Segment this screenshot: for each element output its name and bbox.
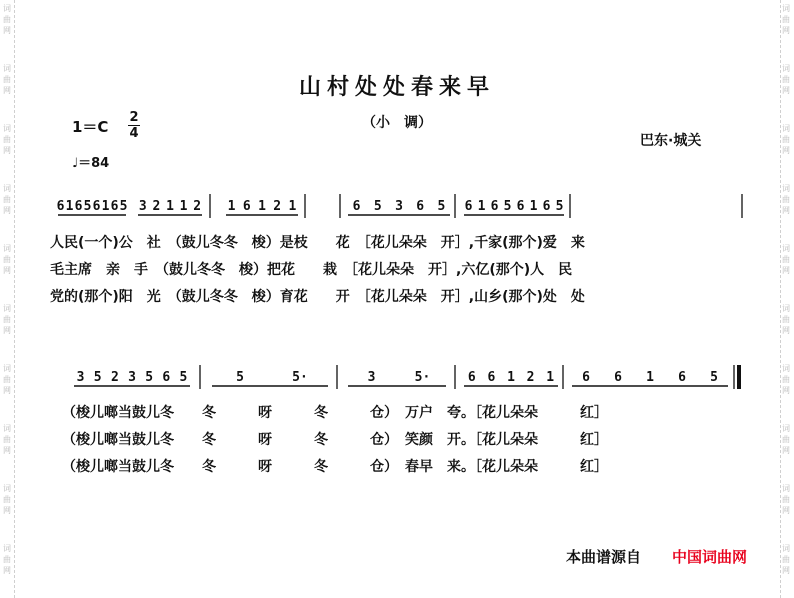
watermark-glyph: 网 (782, 326, 790, 335)
watermark-glyph: 曲 (782, 375, 790, 384)
watermark-glyph: 词 (782, 424, 790, 433)
note-digit: 5 (83, 199, 92, 214)
watermark-glyph: 词 (782, 64, 790, 73)
note-digit: 1 (179, 199, 188, 214)
note-digit: 6 (162, 370, 171, 385)
lyric-line-1-verse-1: 人民(一个)公 社 （鼓儿冬冬 梭）是枝 花 ［花儿朵朵 开］,千家(那个)爱 来 (50, 235, 585, 251)
watermark-glyph: 曲 (782, 75, 790, 84)
watermark-glyph: 网 (3, 266, 11, 275)
watermark-glyph: 曲 (782, 15, 790, 24)
song-subtitle: （小 调） (362, 115, 432, 131)
note-digit: 1 (258, 199, 266, 214)
watermark-glyph: 词 (3, 304, 11, 313)
watermark-glyph: 网 (3, 206, 11, 215)
note-digit: 6 (92, 199, 101, 214)
lyric-line-2-verse-3: （梭儿啷当鼓儿冬 冬 呀 冬 仓） 春早 来。［花儿朵朵 红］ (62, 459, 608, 475)
note-digit: 5 (373, 199, 382, 214)
note-digit: 5 (710, 370, 718, 385)
watermark-glyph: 词 (782, 544, 790, 553)
song-origin: 巴东·城关 (640, 133, 702, 149)
note-digit: 1 (529, 199, 538, 214)
note-digit: 6 (614, 370, 622, 385)
watermark-glyph: 词 (3, 124, 11, 133)
source-site-link[interactable]: 中国词曲网 (672, 548, 748, 566)
lyric-line-2-verse-1: （梭儿啷当鼓儿冬 冬 呀 冬 仓） 万户 夸。［花儿朵朵 红］ (62, 405, 608, 421)
staff-line-1 (57, 194, 742, 218)
watermark-glyph: 曲 (782, 495, 790, 504)
watermark-glyph: 词 (3, 484, 11, 493)
note-digit: 6 (582, 370, 590, 385)
watermark-glyph: 曲 (782, 555, 790, 564)
watermark-glyph: 曲 (3, 495, 11, 504)
key-signature: 1＝C (72, 118, 109, 136)
watermark-glyph: 曲 (3, 15, 11, 24)
note-digit: 6 (110, 199, 119, 214)
watermark-glyph: 词 (3, 244, 11, 253)
note-digit: 3 (395, 199, 403, 214)
note-digit: 2 (110, 370, 119, 385)
note-digit: 6 (74, 199, 83, 214)
watermark-glyph: 词 (782, 184, 790, 193)
note-digit: 2 (273, 199, 282, 214)
watermark-glyph: 网 (3, 86, 11, 95)
watermark-glyph: 词 (782, 364, 790, 373)
watermark-glyph: 网 (782, 446, 790, 455)
note-digit: 5 (555, 199, 564, 214)
watermark-glyph: 网 (782, 566, 790, 575)
watermark-glyph: 网 (782, 26, 790, 35)
note-digit: 5 (503, 199, 512, 214)
note-digit: 5· (292, 370, 308, 385)
watermark-glyph: 词 (3, 364, 11, 373)
note-digit: 3 (367, 370, 376, 385)
lyric-line-1-verse-3: 党的(那个)阳 光 （鼓儿冬冬 梭）育花 开 ［花儿朵朵 开］,山乡(那个)处 处 (50, 289, 585, 305)
note-digit: 6 (416, 199, 425, 214)
note-digit: 1 (101, 199, 110, 214)
note-digit: 1 (288, 199, 297, 214)
note-digit: 5 (93, 370, 102, 385)
watermark-glyph: 网 (3, 566, 11, 575)
note-digit: 6 (352, 199, 361, 214)
note-digit: 5 (145, 370, 154, 385)
note-digit: 5 (236, 370, 244, 385)
song-title: 山村处处春来早 (298, 75, 495, 100)
watermark-glyph: 网 (3, 326, 11, 335)
watermark-glyph: 曲 (782, 255, 790, 264)
watermark-glyph: 曲 (3, 435, 11, 444)
watermark-glyph: 网 (782, 386, 790, 395)
watermark-glyph: 曲 (782, 315, 790, 324)
note-digit: 5 (119, 199, 128, 214)
lyric-line-1-verse-2: 毛主席 亲 手 （鼓儿冬冬 梭）把花 栽 ［花儿朵朵 开］,六亿(那个)人 民 (50, 262, 573, 278)
watermark-glyph: 词 (3, 4, 11, 13)
note-digit: 3 (76, 370, 85, 385)
source-label: 本曲谱源自 (566, 548, 642, 566)
watermark-glyph: 网 (3, 26, 11, 35)
note-digit: 2 (193, 199, 202, 214)
watermark-glyph: 曲 (3, 375, 11, 384)
watermark-glyph: 网 (782, 206, 790, 215)
watermark-glyph: 网 (3, 506, 11, 515)
watermark-glyph: 网 (3, 386, 11, 395)
note-digit: 3 (128, 370, 136, 385)
note-digit: 5· (414, 370, 431, 385)
note-digit: 6 (487, 370, 496, 385)
note-digit: 6 (56, 199, 65, 214)
note-digit: 2 (152, 199, 161, 214)
watermark-glyph: 网 (782, 86, 790, 95)
staff-line-2 (74, 365, 739, 389)
note-digit: 1 (546, 370, 555, 385)
watermark-glyph: 网 (782, 266, 790, 275)
watermark-glyph: 词 (3, 424, 11, 433)
note-digit: 1 (65, 199, 74, 214)
watermark-glyph: 曲 (3, 255, 11, 264)
watermark-glyph: 曲 (3, 75, 11, 84)
note-digit: 3 (138, 199, 147, 214)
watermark-glyph: 词 (3, 184, 11, 193)
note-digit: 6 (542, 199, 551, 214)
note-digit: 6 (516, 199, 525, 214)
watermark-glyph: 曲 (3, 555, 11, 564)
watermark-glyph: 网 (782, 146, 790, 155)
note-digit: 5 (437, 199, 446, 214)
watermark-glyph: 词 (782, 484, 790, 493)
note-digit: 6 (467, 370, 476, 385)
note-digit: 1 (477, 199, 486, 214)
watermark-glyph: 词 (782, 124, 790, 133)
time-signature-denominator: 4 (129, 126, 139, 141)
watermark-glyph: 词 (782, 304, 790, 313)
watermark-glyph: 曲 (782, 135, 790, 144)
watermark-glyph: 词 (782, 244, 790, 253)
watermark-glyph: 词 (782, 4, 790, 13)
note-digit: 1 (646, 370, 654, 385)
lyric-line-2-verse-2: （梭儿啷当鼓儿冬 冬 呀 冬 仓） 笑颜 开。［花儿朵朵 红］ (62, 432, 608, 448)
watermark-glyph: 曲 (3, 315, 11, 324)
note-digit: 1 (166, 199, 174, 214)
note-digit: 6 (464, 199, 473, 214)
watermark-glyph: 词 (3, 544, 11, 553)
watermark-glyph: 曲 (782, 435, 790, 444)
watermark-glyph: 网 (3, 146, 11, 155)
tempo-marking: ♩＝84 (72, 156, 110, 171)
note-digit: 1 (507, 370, 515, 385)
note-digit: 2 (526, 370, 535, 385)
note-digit: 6 (242, 199, 251, 214)
watermark-glyph: 曲 (782, 195, 790, 204)
note-digit: 5 (179, 370, 188, 385)
note-digit: 6 (490, 199, 499, 214)
note-digit: 1 (227, 199, 236, 214)
watermark-glyph: 词 (3, 64, 11, 73)
note-digit: 6 (678, 370, 686, 385)
watermark-glyph: 曲 (3, 135, 11, 144)
watermark-glyph: 网 (3, 446, 11, 455)
watermark-glyph: 网 (782, 506, 790, 515)
time-signature-numerator: 2 (129, 110, 139, 125)
watermark-glyph: 曲 (3, 195, 11, 204)
